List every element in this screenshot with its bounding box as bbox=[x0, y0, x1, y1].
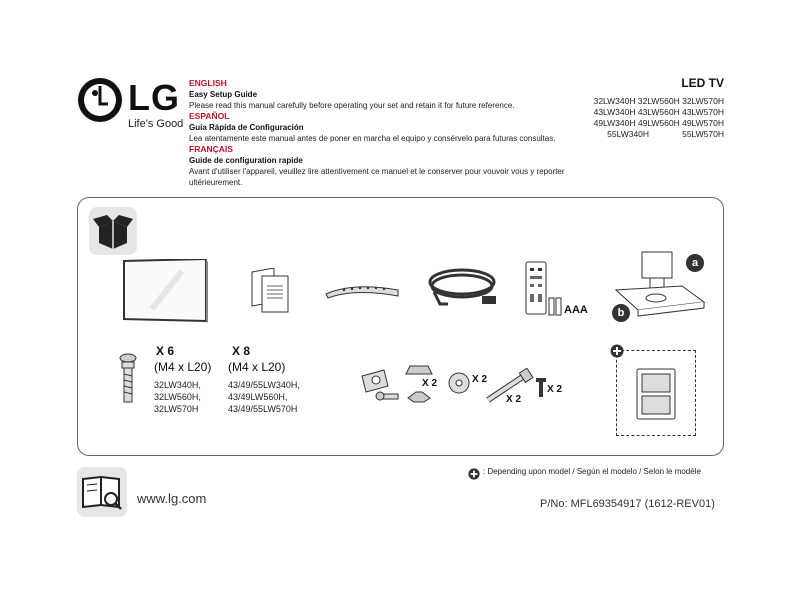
battery-label: AAA bbox=[564, 304, 588, 316]
plus-circle-icon bbox=[610, 344, 624, 363]
screw2-model: 43/49LW560H, bbox=[228, 392, 288, 402]
text-espanol: Lea atentamente este manual antes de poner en marcha el equipo y consérvelo para futuras consultas. bbox=[189, 134, 556, 143]
washer-qty: X 2 bbox=[472, 374, 488, 385]
screw1-model: 32LW570H bbox=[154, 404, 199, 414]
remote-control-illustration bbox=[524, 260, 548, 321]
screw2-models bbox=[228, 379, 300, 415]
language-block bbox=[189, 78, 599, 188]
tagline: Life's Good bbox=[128, 118, 184, 130]
washer-illustration bbox=[448, 372, 470, 399]
wall-mount-spacer-illustration bbox=[636, 368, 676, 425]
bolt-qty: X 2 bbox=[506, 394, 522, 405]
lang-english: ENGLISH bbox=[189, 78, 227, 88]
screw1-size: (M4 x L20) bbox=[154, 360, 212, 374]
model-note: : Depending upon model / Según el modelo / Selon le modèle bbox=[483, 467, 701, 476]
text-francais: Avant d'utiliser l'appareil, veuillez lire attentivement ce manuel et le conserver pour vouvoir vous y reporter ultérieurement. bbox=[189, 167, 565, 187]
stand-label-a: a bbox=[686, 254, 704, 272]
lg-logo-icon bbox=[78, 78, 122, 122]
title-english: Easy Setup Guide bbox=[189, 90, 258, 99]
lang-espanol: ESPAÑOL bbox=[189, 111, 230, 121]
tv-illustration bbox=[122, 259, 210, 332]
model-list: 32LW340H 32LW560H 32LW570H 43LW340H 43LW560H 43LW570H 49LW340H 49LW560H 49LW570H 55LW340H 55LW570H bbox=[593, 96, 724, 139]
battery-icon bbox=[548, 296, 562, 321]
short-screw-illustration bbox=[536, 378, 546, 403]
box-contents-icon bbox=[89, 207, 137, 255]
lang-francais: FRANÇAIS bbox=[189, 144, 233, 154]
screw2-qty: X 8 bbox=[232, 344, 251, 358]
product-title: LED TV bbox=[681, 76, 724, 90]
screw2-model: 43/49/55LW570H bbox=[228, 404, 298, 414]
screw2-model: 43/49/55LW340H, bbox=[228, 380, 300, 390]
cable-holder-illustration bbox=[324, 278, 402, 307]
bracket-qty: X 2 bbox=[422, 378, 438, 389]
power-cord-illustration bbox=[426, 264, 502, 315]
stand-label-b: b bbox=[612, 304, 630, 322]
wing-nut-illustration bbox=[404, 362, 434, 417]
title-francais: Guide de configuration rapide bbox=[189, 156, 303, 165]
brand-name: LG bbox=[128, 77, 180, 118]
stand-screw-illustration bbox=[118, 352, 138, 411]
screw1-models bbox=[154, 379, 201, 415]
website-link[interactable]: www.lg.com bbox=[137, 491, 207, 506]
short-screw-qty: X 2 bbox=[547, 384, 563, 395]
screw1-model: 32LW340H, bbox=[154, 380, 201, 390]
text-english: Please read this manual carefully before operating your set and retain it for future reference. bbox=[189, 101, 515, 110]
manual-book-icon bbox=[77, 467, 127, 517]
plus-circle-icon bbox=[468, 467, 480, 485]
title-espanol: Guía Rápida de Configuración bbox=[189, 123, 304, 132]
manuals-illustration bbox=[248, 268, 294, 319]
screw1-qty: X 6 bbox=[156, 344, 175, 358]
part-number: P/No: MFL69354917 (1612-REV01) bbox=[540, 498, 715, 510]
screw1-model: 32LW560H, bbox=[154, 392, 201, 402]
screw2-size: (M4 x L20) bbox=[228, 360, 286, 374]
